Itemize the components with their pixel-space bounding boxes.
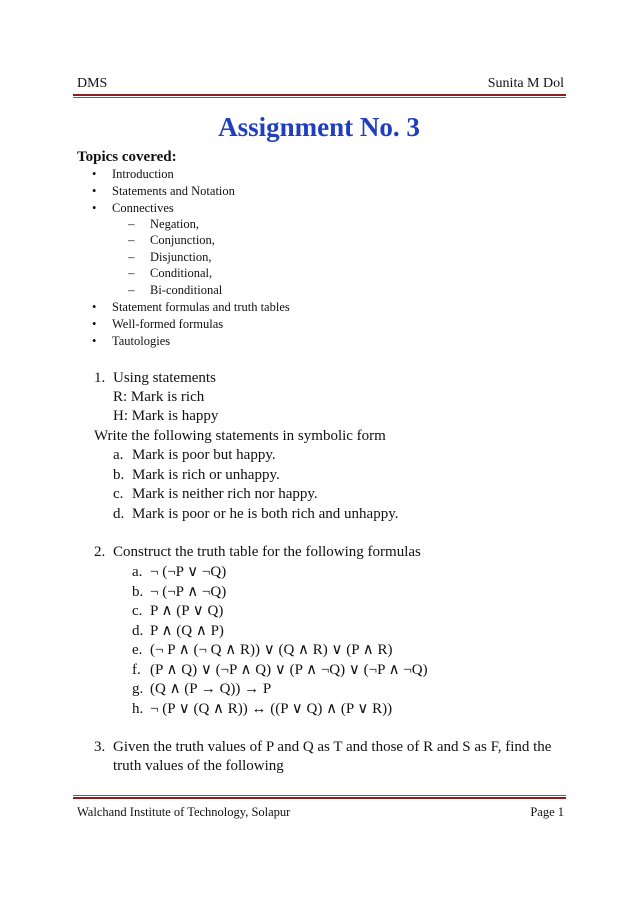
- topics-heading: Topics covered:: [77, 149, 177, 165]
- dash-icon: –: [128, 282, 135, 297]
- q2-part-formula: (Q ∧ (P → Q)) → P: [150, 681, 272, 697]
- header-author: Sunita M Dol: [487, 76, 564, 91]
- q3-text-line1: Given the truth values of P and Q as T and those of R and S as F, find the: [113, 739, 552, 755]
- q3-number: 3.: [94, 739, 106, 755]
- topic-item: • Tautologies: [92, 334, 171, 348]
- header-rule-thin: [73, 97, 566, 98]
- header-rule: [73, 94, 566, 96]
- q1-part-text: Mark is poor but happy.: [132, 447, 276, 463]
- q1-part-label: a.: [113, 447, 124, 463]
- bullet-icon: •: [92, 317, 97, 331]
- footer-institute: Walchand Institute of Technology, Solapur: [77, 805, 291, 819]
- q2-part-formula: ¬ (P ∨ (Q ∧ R)) ↔ ((P ∨ Q) ∧ (P ∨ R)): [150, 701, 393, 717]
- q2-part-label: d.: [132, 623, 144, 639]
- q1-part-label: b.: [113, 467, 125, 483]
- bullet-icon: •: [92, 334, 97, 348]
- page-title: Assignment No. 3: [218, 112, 420, 142]
- connective-item: – Conjunction,: [128, 232, 215, 247]
- dash-icon: –: [128, 265, 135, 280]
- q1-part-text: Mark is rich or unhappy.: [132, 467, 280, 483]
- connective-item: – Disjunction,: [128, 249, 212, 264]
- q1-number: 1.: [94, 370, 106, 386]
- footer-page-number: Page 1: [530, 805, 564, 819]
- q2-part-formula: ¬ (¬P ∧ ¬Q): [150, 584, 227, 600]
- q2-part-formula: (¬ P ∧ (¬ Q ∧ R)) ∨ (Q ∧ R) ∨ (P ∧ R): [150, 642, 393, 658]
- q2-part-label: g.: [132, 681, 144, 697]
- q2-part-formula: ¬ (¬P ∨ ¬Q): [150, 564, 227, 580]
- topic-item: • Well-formed formulas: [92, 317, 224, 331]
- q2-text: Construct the truth table for the following formulas: [113, 544, 421, 560]
- dash-icon: –: [128, 249, 135, 264]
- q2-part-formula: (P ∧ Q) ∨ (¬P ∧ Q) ∨ (P ∧ ¬Q) ∨ (¬P ∧ ¬Q): [150, 662, 428, 678]
- q2-number: 2.: [94, 544, 106, 560]
- dash-icon: –: [128, 216, 135, 231]
- q1-part-text: Mark is poor or he is both rich and unhappy.: [132, 506, 399, 522]
- q1-statement-h: H: Mark is happy: [113, 408, 219, 424]
- q1-part-text: Mark is neither rich nor happy.: [132, 486, 318, 502]
- connective-item: – Negation,: [128, 216, 199, 231]
- connective-item: – Bi-conditional: [128, 282, 223, 297]
- q2-part-label: c.: [132, 603, 143, 619]
- q2-part-label: e.: [132, 642, 143, 658]
- topic-item: • Statements and Notation: [92, 184, 235, 198]
- q1-text: Using statements: [113, 370, 216, 386]
- bullet-icon: •: [92, 167, 97, 181]
- bullet-icon: •: [92, 184, 97, 198]
- q1-instruction: Write the following statements in symbolic form: [94, 428, 386, 444]
- footer-rule-thin: [73, 795, 566, 796]
- topic-item: • Connectives: [92, 201, 174, 215]
- header-course: DMS: [77, 76, 108, 91]
- bullet-icon: •: [92, 201, 97, 215]
- topic-item: • Statement formulas and truth tables: [92, 300, 290, 314]
- dash-icon: –: [128, 232, 135, 247]
- q2-part-label: b.: [132, 584, 144, 600]
- topic-item: • Introduction: [92, 167, 174, 181]
- q3-text-line2: truth values of the following: [113, 758, 284, 774]
- q2-part-label: f.: [132, 662, 141, 678]
- q2-part-label: h.: [132, 701, 144, 717]
- q2-part-formula: P ∧ (Q ∧ P): [150, 623, 224, 639]
- q2-part-formula: P ∧ (P ∨ Q): [150, 603, 224, 619]
- q1-part-label: d.: [113, 506, 125, 522]
- q2-part-label: a.: [132, 564, 143, 580]
- q1-part-label: c.: [113, 486, 124, 502]
- footer-rule: [73, 797, 566, 799]
- bullet-icon: •: [92, 300, 97, 314]
- connective-item: – Conditional,: [128, 265, 213, 280]
- q1-statement-r: R: Mark is rich: [113, 389, 205, 405]
